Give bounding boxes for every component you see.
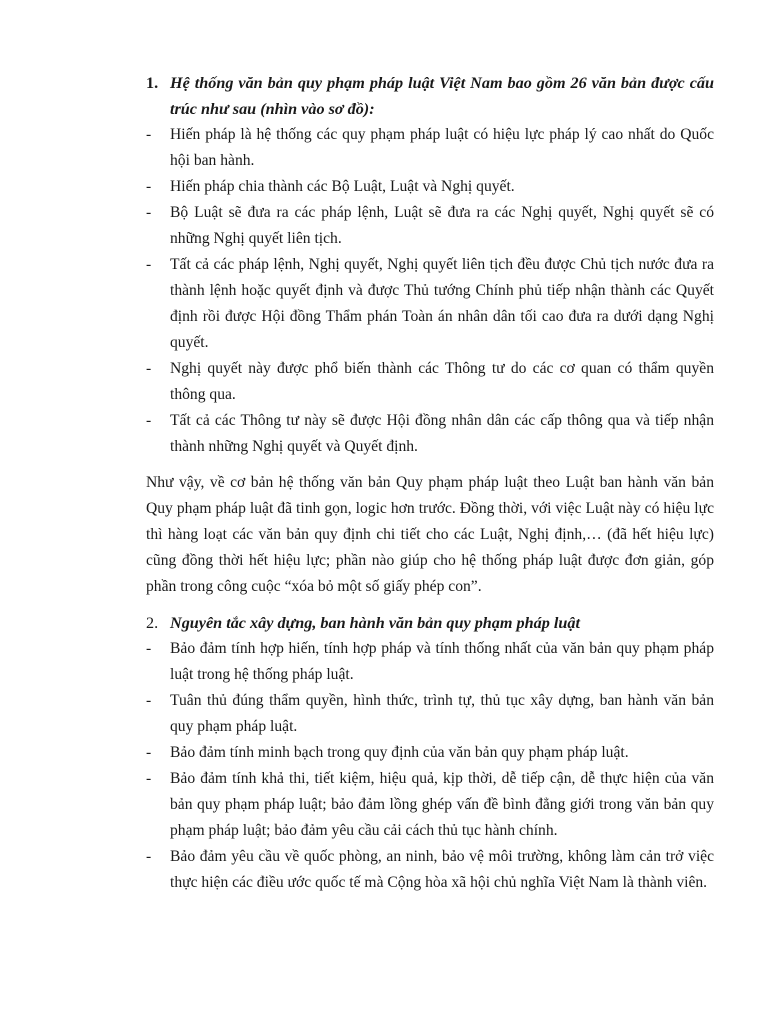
- list-item: [146, 844, 714, 896]
- bullet-marker: -: [146, 360, 152, 377]
- section-1-heading: [146, 70, 714, 122]
- bullet-marker: -: [146, 178, 152, 195]
- summary-paragraph: Như vậy, về cơ bản hệ thống văn bản Quy phạm pháp luật theo Luật ban hành văn bản Quy phạm pháp luật đã tinh gọn, logic hơn trước. Đồng thời, với việc Luật này có hiệu lực thì hàng loạt các văn bản quy định chi tiết cho các Luật, Nghị định,… (đã hết hiệu lực) cũng đồng thời hết hiệu lực; phần nào giúp cho hệ thống pháp luật được đơn giản, góp phần trong công cuộc “xóa bỏ một số giấy phép con”.: [146, 474, 714, 595]
- list-item: [146, 200, 714, 252]
- bullet-marker: -: [146, 256, 152, 273]
- bullet-marker: -: [146, 848, 152, 865]
- section-1-title: Hệ thống văn bản quy phạm pháp luật Việt Nam bao gồm 26 văn bản được cấu trúc như sau (nhìn vào sơ đồ):: [170, 74, 714, 118]
- list-item: [146, 688, 714, 740]
- list-item: [146, 740, 714, 766]
- bullet-marker: -: [146, 692, 152, 709]
- list-item: [146, 356, 714, 408]
- section-2-heading: [146, 610, 714, 636]
- bullet-marker: -: [146, 204, 152, 221]
- bullet-marker: -: [146, 744, 152, 761]
- bullet-text: Hiến pháp là hệ thống các quy phạm pháp luật có hiệu lực pháp lý cao nhất do Quốc hội ban hành.: [170, 126, 714, 169]
- bullet-text: Hiến pháp chia thành các Bộ Luật, Luật và Nghị quyết.: [170, 178, 515, 195]
- bullet-text: Tất cả các pháp lệnh, Nghị quyết, Nghị quyết liên tịch đều được Chủ tịch nước đưa ra thành lệnh hoặc quyết định và được Thủ tướng Chính phủ tiếp nhận thành các Quyết định rồi được Hội đồng Thẩm phán Toàn án nhân dân tối cao đưa ra dưới dạng Nghị quyết.: [170, 256, 714, 351]
- bullet-text: Tuân thủ đúng thẩm quyền, hình thức, trình tự, thủ tục xây dựng, ban hành văn bản quy phạm pháp luật.: [170, 692, 714, 735]
- list-item: [146, 122, 714, 174]
- list-item: [146, 766, 714, 844]
- bullet-text: Bảo đảm tính minh bạch trong quy định của văn bản quy phạm pháp luật.: [170, 744, 629, 761]
- list-item: [146, 174, 714, 200]
- section-2-bullet-list: [146, 636, 714, 896]
- bullet-marker: -: [146, 126, 152, 143]
- bullet-marker: -: [146, 770, 152, 787]
- section-2-title: Nguyên tắc xây dựng, ban hành văn bản quy phạm pháp luật: [170, 614, 580, 632]
- bullet-marker: -: [146, 412, 152, 429]
- bullet-marker: -: [146, 640, 152, 657]
- section-2-number: 2.: [146, 614, 159, 632]
- bullet-text: Bảo đảm tính hợp hiến, tính hợp pháp và tính thống nhất của văn bản quy phạm pháp luật trong hệ thống pháp luật.: [170, 640, 714, 683]
- bullet-text: Tất cả các Thông tư này sẽ được Hội đồng nhân dân các cấp thông qua và tiếp nhận thành những Nghị quyết và Quyết định.: [170, 412, 714, 455]
- bullet-text: Nghị quyết này được phổ biến thành các Thông tư do các cơ quan có thẩm quyền thông qua.: [170, 360, 714, 403]
- document-page: [146, 70, 714, 896]
- bullet-text: Bảo đảm tính khả thi, tiết kiệm, hiệu quả, kịp thời, dễ tiếp cận, dễ thực hiện của văn bản quy phạm pháp luật; bảo đảm lồng ghép vấn đề bình đẳng giới trong văn bản quy phạm pháp luật; bảo đảm yêu cầu cải cách thủ tục hành chính.: [170, 770, 714, 839]
- list-item: [146, 408, 714, 460]
- bullet-text: Bảo đảm yêu cầu về quốc phòng, an ninh, bảo vệ môi trường, không làm cản trở việc thực hiện các điều ước quốc tế mà Cộng hòa xã hội chủ nghĩa Việt Nam là thành viên.: [170, 848, 714, 891]
- list-item: [146, 636, 714, 688]
- section-1-number: 1.: [146, 74, 159, 92]
- list-item: [146, 252, 714, 356]
- section-1-bullet-list: [146, 122, 714, 460]
- bullet-text: Bộ Luật sẽ đưa ra các pháp lệnh, Luật sẽ đưa ra các Nghị quyết, Nghị quyết sẽ có những Nghị quyết liên tịch.: [170, 204, 714, 247]
